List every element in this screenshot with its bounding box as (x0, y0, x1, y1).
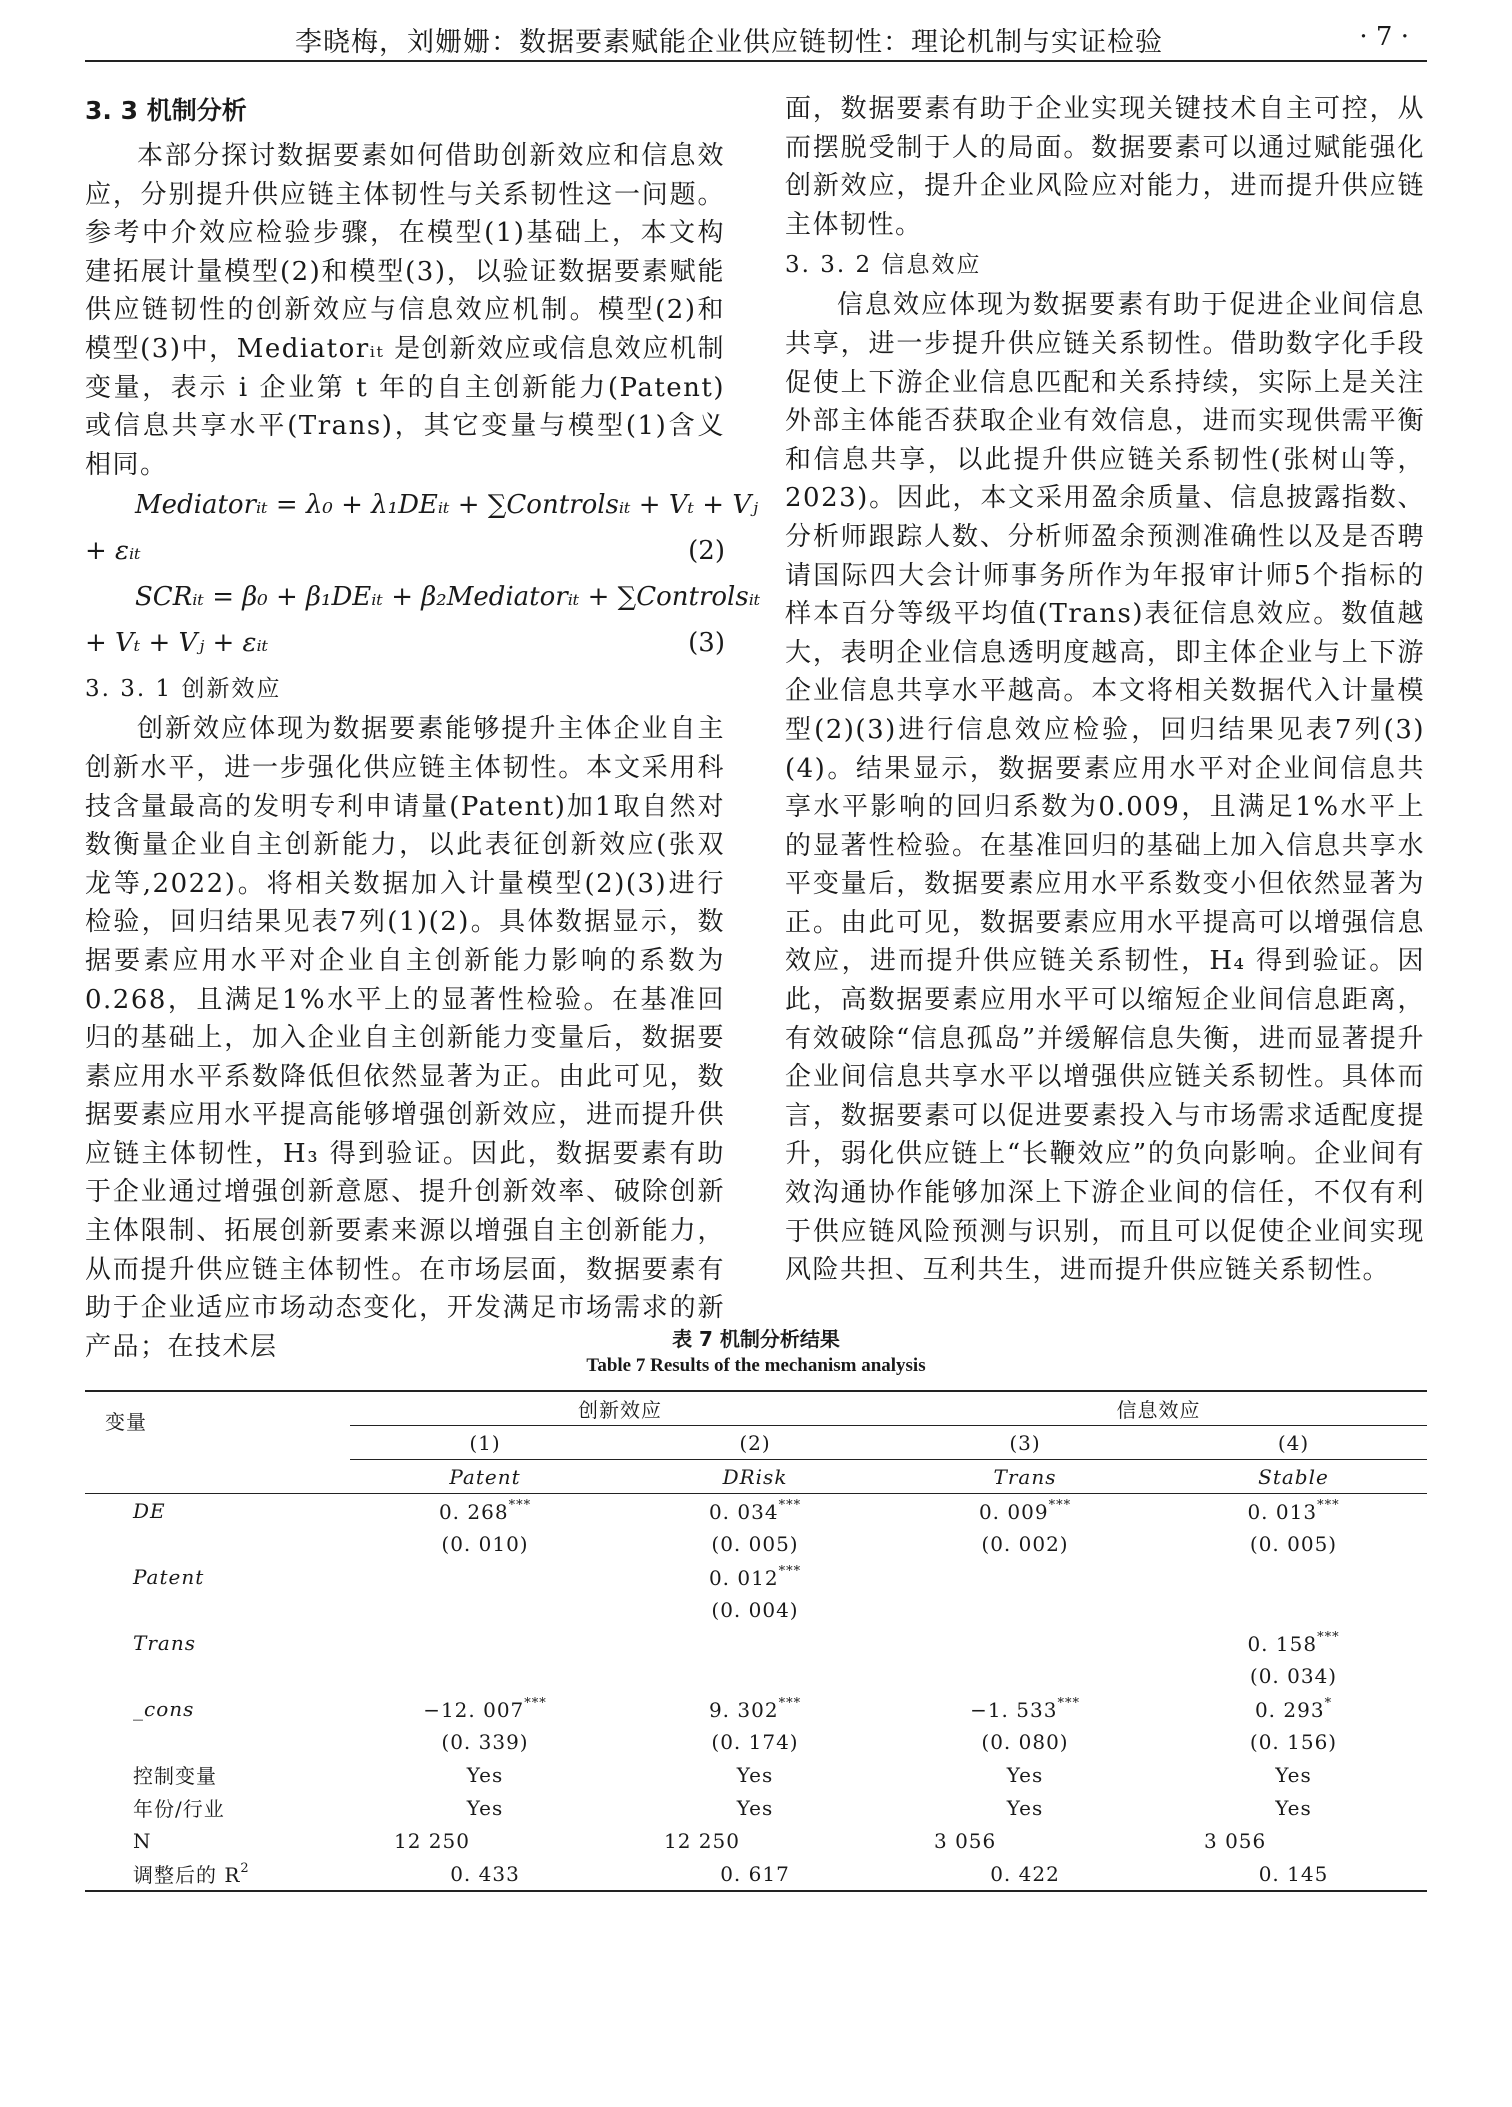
subsection-heading-innovation: 3. 3. 1 创新效应 (85, 676, 282, 703)
table-cell: 3 056 (1204, 1828, 1267, 1853)
table-row-standard-error (85, 1593, 1427, 1626)
dependent-variable: DRisk (620, 1460, 890, 1494)
row-label: Patent (133, 1564, 205, 1589)
coefficient-value: 0. 158 (1247, 1631, 1318, 1656)
standard-error-cell: (0. 034) (1249, 1663, 1338, 1688)
running-title: 李晓梅，刘姗姗：数据要素赋能企业供应链韧性：理论机制与实证检验 (295, 27, 1163, 58)
row-label: N (133, 1828, 152, 1853)
standard-error-cell (620, 1659, 890, 1692)
subsection-heading-information: 3. 3. 2 信息效应 (785, 252, 982, 279)
group-header-information: 信息效应 (890, 1391, 1427, 1426)
equation-2-text: Mediatorᵢₜ = λ₀ + λ₁DEᵢₜ + ∑Controlsᵢₜ + Vₜ + Vⱼ (135, 490, 758, 521)
innovation-text: 创新效应体现为数据要素能够提升主体企业自主创新水平，进一步强化供应链主体韧性。本文采用科技含量最高的发明专利申请量(Patent)加1取自然对数衡量企业自主创新能力，以此表征创新效应(张双龙等,2022)。将相关数据加入计量模型(2)(3)进行检验，回归结果见表7列(1)(2)。具体数据显示，数据要素应用水平对企业自主创新能力影响的系数为0.268，且满足1%水平上的显著性检验。在基准回归的基础上，加入企业自主创新能力变量后，数据要素应用水平系数降低但依然显著为正。由此可见，数据要素应用水平提高能够增强创新效应，进而提升供应链主体韧性，H₃ 得到验证。因此，数据要素有助于企业通过增强创新意愿、提升创新效率、破除创新主体限制、拓展创新要素来源以增强自主创新能力，从而提升供应链主体韧性。在市场层面，数据要素有助于企业适应市场动态变化，开发满足市场需求的新产品；在技术层 (85, 714, 725, 1362)
coefficient-value: 0. 013 (1247, 1499, 1318, 1524)
standard-error-cell: (0. 005) (1249, 1531, 1338, 1556)
standard-error-cell (1160, 1593, 1427, 1626)
equation-2-line1 (85, 484, 758, 530)
table-cell: Yes (1006, 1795, 1044, 1820)
r2-superscript: 2 (240, 1861, 250, 1876)
table-row-standard-error (85, 1659, 1427, 1692)
standard-error-cell (350, 1659, 620, 1692)
table-cell: 0. 422 (890, 1857, 1160, 1891)
equation-3-line2 (85, 622, 725, 668)
column-number: (2) (620, 1426, 890, 1460)
table-row-r2 (85, 1857, 1427, 1891)
standard-error-cell: (0. 004) (711, 1597, 799, 1622)
table-row-coefficient (85, 1560, 1427, 1593)
table-caption-english: Table 7 Results of the mechanism analysis (586, 1355, 926, 1376)
innovation-text-continued: 面，数据要素有助于企业实现关键技术自主可控，从而摆脱受制于人的局面。数据要素可以通过赋能强化创新效应，提升企业风险应对能力，进而提升供应链主体韧性。 (785, 94, 1425, 240)
table-cell: 0. 145 (1160, 1857, 1427, 1891)
table-group-header-row (85, 1391, 1427, 1426)
dependent-variable: Trans (890, 1460, 1160, 1494)
standard-error-cell: (0. 156) (1249, 1729, 1338, 1754)
information-text: 信息效应体现为数据要素有助于促进企业间信息共享，进一步提升供应链关系韧性。借助数字化手段促使上下游企业信息匹配和关系持续，实际上是关注外部主体能否获取企业有效信息，进而实现供需平衡和信息共享，以此提升供应链关系韧性(张树山等，2023)。因此，本文采用盈余质量、信息披露指数、分析师跟踪人数、分析师盈余预测准确性以及是否聘请国际四大会计师事务所作为年报审计师5个指标的样本百分等级平均值(Trans)表征信息效应。数值越大，表明企业信息透明度越高，即主体企业与上下游企业信息共享水平越高。本文将相关数据代入计量模型(2)(3)进行信息效应检验，回归结果见表7列(3)(4)。结果显示，数据要素应用水平对企业间信息共享水平影响的回归系数为0.009，且满足1%水平上的显著性检验。在基准回归的基础上加入信息共享水平变量后，数据要素应用水平系数变小但依然显著为正。由此可见，数据要素应用水平提高可以增强信息效应，进而提升供应链关系韧性，H₄ 得到验证。因此，高数据要素应用水平可以缩短企业间信息距离，有效破除“信息孤岛”并缓解信息失衡，进而显著提升企业间信息共享水平以增强供应链关系韧性。具体而言，数据要素可以促进要素投入与市场需求适配度提升，弱化供应链上“长鞭效应”的负向影响。企业间有效沟通协作能够加深上下游企业间的信任，不仅有利于供应链风险预测与识别，而且可以促使企业间实现风险共担、互利共生，进而提升供应链关系韧性。 (785, 290, 1425, 1286)
coefficient-cell (890, 1560, 1160, 1593)
significance-stars: *** (508, 1497, 532, 1513)
table-cell: Yes (466, 1795, 504, 1820)
row-label (85, 1857, 350, 1891)
equation-3-continuation: + Vₜ + Vⱼ + εᵢₜ (85, 628, 269, 659)
standard-error-cell (890, 1659, 1160, 1692)
table-cell: 12 250 (664, 1828, 740, 1853)
equation-3-number: (3) (688, 628, 725, 659)
column-number: (3) (890, 1426, 1160, 1460)
significance-stars: *** (778, 1563, 802, 1579)
innovation-paragraph-continued (785, 90, 1425, 244)
table-cell: Yes (736, 1762, 774, 1787)
coefficient-cell (350, 1494, 620, 1528)
information-paragraph (785, 286, 1425, 1289)
group-header-innovation: 创新效应 (350, 1391, 890, 1426)
table-cell: 0. 433 (350, 1857, 620, 1891)
table-row-coefficient (85, 1494, 1427, 1528)
coefficient-cell (350, 1626, 620, 1659)
table-row-coefficient (85, 1626, 1427, 1659)
running-header (85, 14, 1427, 62)
coefficient-cell (890, 1494, 1160, 1528)
r2-label: 调整后的 R (133, 1863, 241, 1887)
coefficient-value: 0. 009 (978, 1499, 1049, 1524)
table-cell: 3 056 (934, 1828, 997, 1853)
dependent-variable: Patent (350, 1460, 620, 1494)
significance-stars: *** (1317, 1497, 1340, 1513)
equation-2-number: (2) (688, 536, 725, 567)
coefficient-cell (1160, 1494, 1427, 1528)
standard-error-cell (890, 1593, 1160, 1626)
equation-3-line1 (85, 576, 761, 622)
column-number: (1) (350, 1426, 620, 1460)
coefficient-cell (1160, 1692, 1427, 1725)
significance-stars: *** (778, 1695, 802, 1711)
mechanism-results-table (85, 1390, 1427, 1892)
table-cell: Yes (466, 1762, 504, 1787)
variable-header: 变量 (85, 1391, 350, 1494)
coefficient-cell (1160, 1626, 1427, 1659)
table-row-year-industry (85, 1791, 1427, 1824)
right-column (785, 90, 1425, 1290)
coefficient-cell (1160, 1560, 1427, 1593)
column-number: (4) (1160, 1426, 1427, 1460)
intro-paragraph (85, 137, 725, 484)
coefficient-value: −1. 533 (970, 1697, 1058, 1722)
table-cell: Yes (1275, 1762, 1312, 1787)
dependent-variable: Stable (1160, 1460, 1427, 1494)
innovation-paragraph (85, 710, 725, 1366)
table-cell: 12 250 (394, 1828, 470, 1853)
standard-error-cell (350, 1593, 620, 1626)
table-row-standard-error (85, 1527, 1427, 1560)
coefficient-value: 0. 293 (1254, 1697, 1325, 1722)
coefficient-value: 0. 034 (708, 1499, 779, 1524)
standard-error-cell: (0. 339) (441, 1729, 529, 1754)
significance-stars: *** (1057, 1695, 1080, 1711)
page-number: · 7 · (1359, 22, 1409, 52)
table-row-standard-error (85, 1725, 1427, 1758)
coefficient-value: 0. 012 (708, 1565, 779, 1590)
equation-2-line2 (85, 530, 725, 576)
significance-stars: *** (524, 1695, 547, 1711)
significance-stars: *** (1317, 1629, 1340, 1645)
table-row-n (85, 1824, 1427, 1857)
coefficient-cell (620, 1560, 890, 1593)
coefficient-value: −12. 007 (423, 1697, 525, 1722)
standard-error-cell: (0. 080) (981, 1729, 1069, 1754)
coefficient-rows (85, 1494, 1427, 1759)
coefficient-cell (350, 1692, 620, 1725)
equation-2-continuation: + εᵢₜ (85, 536, 141, 567)
intro-text: 本部分探讨数据要素如何借助创新效应和信息效应，分别提升供应链主体韧性与关系韧性这一问题。参考中介效应检验步骤，在模型(1)基础上，本文构建拓展计量模型(2)和模型(3)，以验证数据要素赋能供应链韧性的创新效应与信息效应机制。模型(2)和模型(3)中，Mediatorᵢₜ 是创新效应或信息效应机制变量，表示 i 企业第 t 年的自主创新能力(Patent)或信息共享水平(Trans)，其它变量与模型(1)含义相同。 (85, 141, 725, 480)
table-caption-chinese: 表 7 机制分析结果 (672, 1327, 840, 1351)
table-cell: Yes (1275, 1795, 1312, 1820)
section-heading: 3. 3 机制分析 (85, 96, 247, 125)
equation-3-text: SCRᵢₜ = β₀ + β₁DEᵢₜ + β₂Mediatorᵢₜ + ∑Controlsᵢₜ (135, 582, 761, 613)
coefficient-cell (890, 1692, 1160, 1725)
table-row-controls (85, 1758, 1427, 1791)
standard-error-cell: (0. 005) (711, 1531, 799, 1556)
coefficient-cell (620, 1692, 890, 1725)
coefficient-value: 9. 302 (708, 1697, 779, 1722)
table-row-coefficient (85, 1692, 1427, 1725)
standard-error-cell: (0. 002) (981, 1531, 1069, 1556)
table-cell: 0. 617 (620, 1857, 890, 1891)
significance-stars: *** (1048, 1497, 1072, 1513)
row-label: Trans (133, 1630, 196, 1655)
table-cell: Yes (1006, 1762, 1044, 1787)
standard-error-cell: (0. 010) (441, 1531, 529, 1556)
coefficient-cell (620, 1626, 890, 1659)
significance-stars: *** (778, 1497, 802, 1513)
coefficient-cell (890, 1626, 1160, 1659)
row-label: _cons (133, 1696, 195, 1721)
coefficient-cell (350, 1560, 620, 1593)
coefficient-value: 0. 268 (438, 1499, 509, 1524)
coefficient-cell (620, 1494, 890, 1528)
table-cell: Yes (736, 1795, 774, 1820)
row-label: DE (133, 1498, 166, 1523)
row-label: 控制变量 (133, 1764, 217, 1788)
standard-error-cell: (0. 174) (711, 1729, 799, 1754)
significance-stars: * (1324, 1695, 1333, 1711)
row-label: 年份/行业 (133, 1797, 225, 1821)
